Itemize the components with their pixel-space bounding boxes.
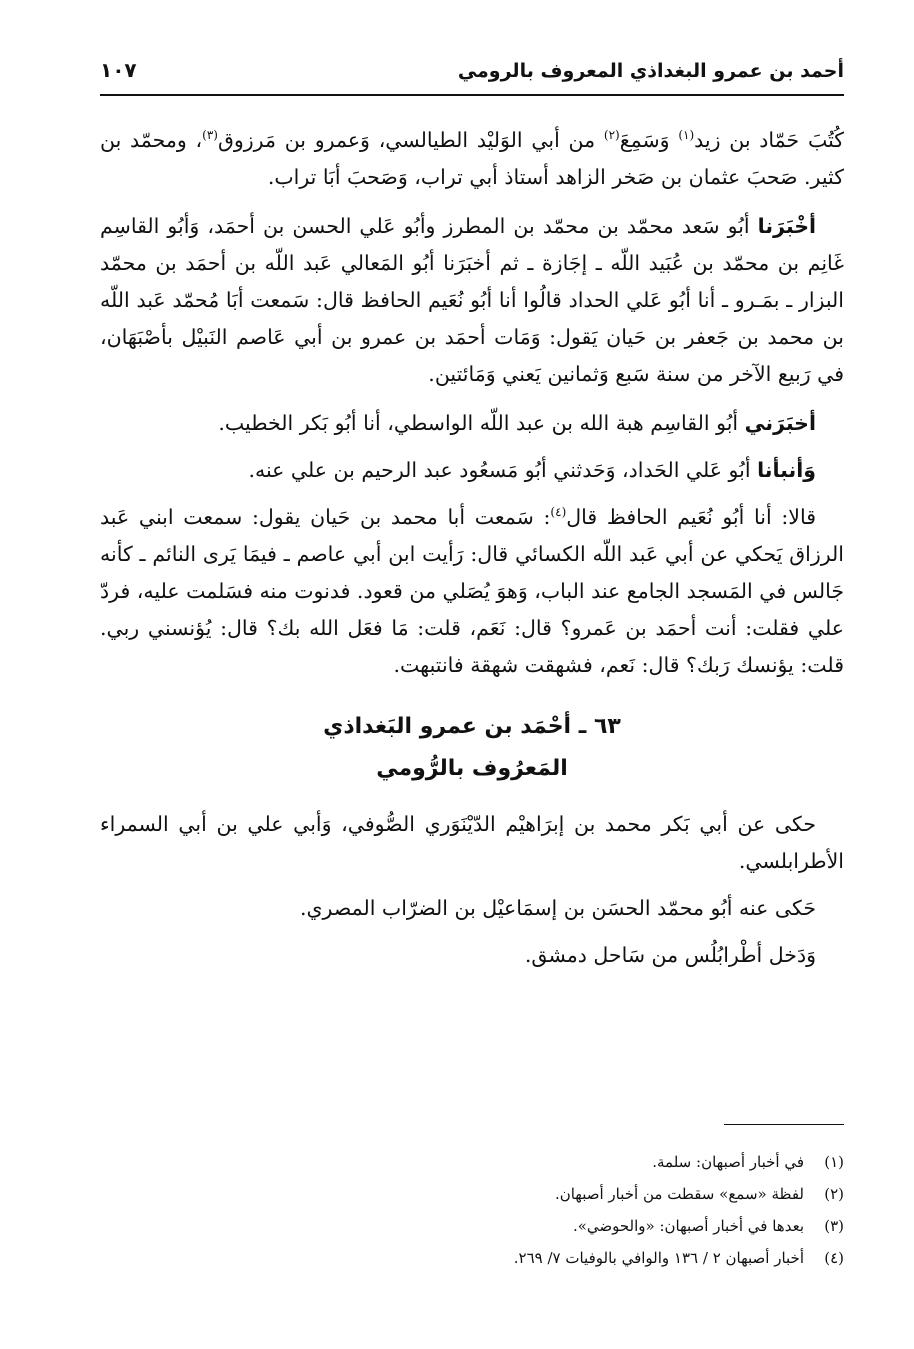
isnad-lead-word: أخْبَرَنا bbox=[757, 214, 816, 238]
paragraph-2 bbox=[100, 208, 844, 393]
footnote-marker-3: (٣) bbox=[202, 128, 218, 143]
text-run: أبُو سَعد محمّد بن محمّد بن المطرز وأبُو عَلي الحسن بن أحمَد، وَأبُو القاسِم غَانِم بن محمّد بن عُبَيد اللّه ـ إجَازة ـ ثم أخبَرَنا أبُو المَعالي عَبد اللّه بن أحمَد بن محمّد البزار ـ بمَـرو ـ أنا أبُو عَلي الحداد قالُوا أنا أبُو نُعَيم الحافظ قال: سَمعت أبَا مُحمّد عَبد اللّه بن محمد بن جَعفر بن حَيان يَقول: وَمَات أحمَد بن عمرو بن أبي عَاصم النَبيْل بأصْبَهَان، في رَبيع الآخر من سنة سَبع وَثمانين يَعني وَمَائتين. bbox=[100, 214, 844, 386]
footnote-text: في أخبار أصبهان: سلمة. bbox=[652, 1153, 804, 1171]
paragraph-1 bbox=[100, 122, 844, 196]
footnotes bbox=[100, 1146, 844, 1274]
running-header-title: أحمد بن عمرو البغداذي المعروف بالرومي bbox=[457, 60, 844, 82]
footnote-number: (٢) bbox=[824, 1185, 844, 1203]
footnote-text: أخبار أصبهان ٢ / ١٣٦ والوافي بالوفيات ٧/ ٢٦٩. bbox=[513, 1249, 804, 1267]
paragraph-3 bbox=[100, 405, 844, 442]
text-run: أبُو القاسِم هبة الله بن عبد اللّه الواسطي، أنا أبُو بَكر الخطيب. bbox=[218, 411, 745, 435]
footnote-4 bbox=[100, 1242, 844, 1274]
footnote-text: بعدها في أخبار أصبهان: «والحوضي». bbox=[572, 1217, 804, 1235]
footnote-separator bbox=[724, 1124, 844, 1125]
text-run: من أبي الوَليْد الطيالسي، وَعمرو بن مَرزوق bbox=[217, 128, 604, 152]
footnote-marker-1: (١) bbox=[678, 128, 695, 143]
footnote-number: (٣) bbox=[824, 1217, 844, 1235]
footnote-3 bbox=[100, 1210, 844, 1242]
page-number: ١٠٧ bbox=[100, 58, 137, 82]
paragraph-5 bbox=[100, 499, 844, 684]
paragraph-4 bbox=[100, 452, 844, 489]
footnote-marker-4: (٤) bbox=[550, 505, 567, 520]
text-run: وَسَمِعَ bbox=[619, 128, 679, 152]
entry-heading bbox=[100, 706, 844, 790]
main-text bbox=[100, 122, 844, 984]
text-run: ، ومحمّد بن كثير. صَحبَ عثمان بن صَخر الزاهد أستاذ أبي تراب، وَصَحبَ أبَا تراب. bbox=[100, 128, 844, 189]
entry-paragraph-2: حَكى عنه أبُو محمّد الحسَن بن إسمَاعيْل بن الضرّاب المصري. bbox=[299, 896, 816, 920]
isnad-lead-word: أخبَرَني bbox=[744, 411, 816, 435]
footnote-number: (١) bbox=[824, 1153, 844, 1171]
running-header bbox=[100, 56, 844, 96]
text-run: أبُو عَلي الحَداد، وَحَدثني أبُو مَسعُود عبد الرحيم بن علي عنه. bbox=[248, 458, 758, 482]
footnote-number: (٤) bbox=[824, 1249, 844, 1267]
entry-heading-line-2: المَعرُوف بالرُّومي bbox=[376, 756, 568, 781]
footnote-marker-2: (٢) bbox=[603, 128, 620, 143]
text-run: : سَمعت أبا محمد بن حَيان يقول: سمعت ابني عَبد الرزاق يَحكي عن أبي عَبد اللّه الكسائي قال: رَأيت ابن أبي عاصم ـ فيمَا يَرى النائم ـ كأنه جَالس في المَسجد الجامع عند الباب، وَهوَ يُصَلي من قعود. فدنوت منه فسَلمت عليه، فردّ علي فقلت: أنت أحمَد بن عَمرو؟ قال: نَعَم، قلت: مَا فعَل الله بك؟ قال: يُؤنسني ربي. قلت: يؤنسك رَبك؟ قال: نَعم، فشهقت شهقة فانتبهت. bbox=[100, 505, 844, 677]
isnad-lead-word: وَأنبأنا bbox=[757, 458, 816, 482]
entry-paragraph-3: وَدَخل أطْرابُلُس من سَاحل دمشق. bbox=[524, 943, 816, 967]
entry-paragraph-1: حكى عن أبي بَكر محمد بن إبرَاهيْم الدّيْنَوَري الصُّوفي، وَأبي علي بن أبي السمراء الأطرابلسي. bbox=[100, 812, 844, 873]
footnote-2 bbox=[100, 1178, 844, 1210]
footnote-1 bbox=[100, 1146, 844, 1178]
footnote-text: لفظة «سمع» سقطت من أخبار أصبهان. bbox=[554, 1185, 804, 1203]
text-run: قالا: أنا أبُو نُعَيم الحافظ قال bbox=[566, 505, 816, 529]
text-run: كُتُبَ حَمّاد بن زيد bbox=[694, 128, 845, 152]
entry-heading-line-1: ٦٣ ـ أحْمَد بن عمرو البَغداذي bbox=[323, 714, 621, 739]
